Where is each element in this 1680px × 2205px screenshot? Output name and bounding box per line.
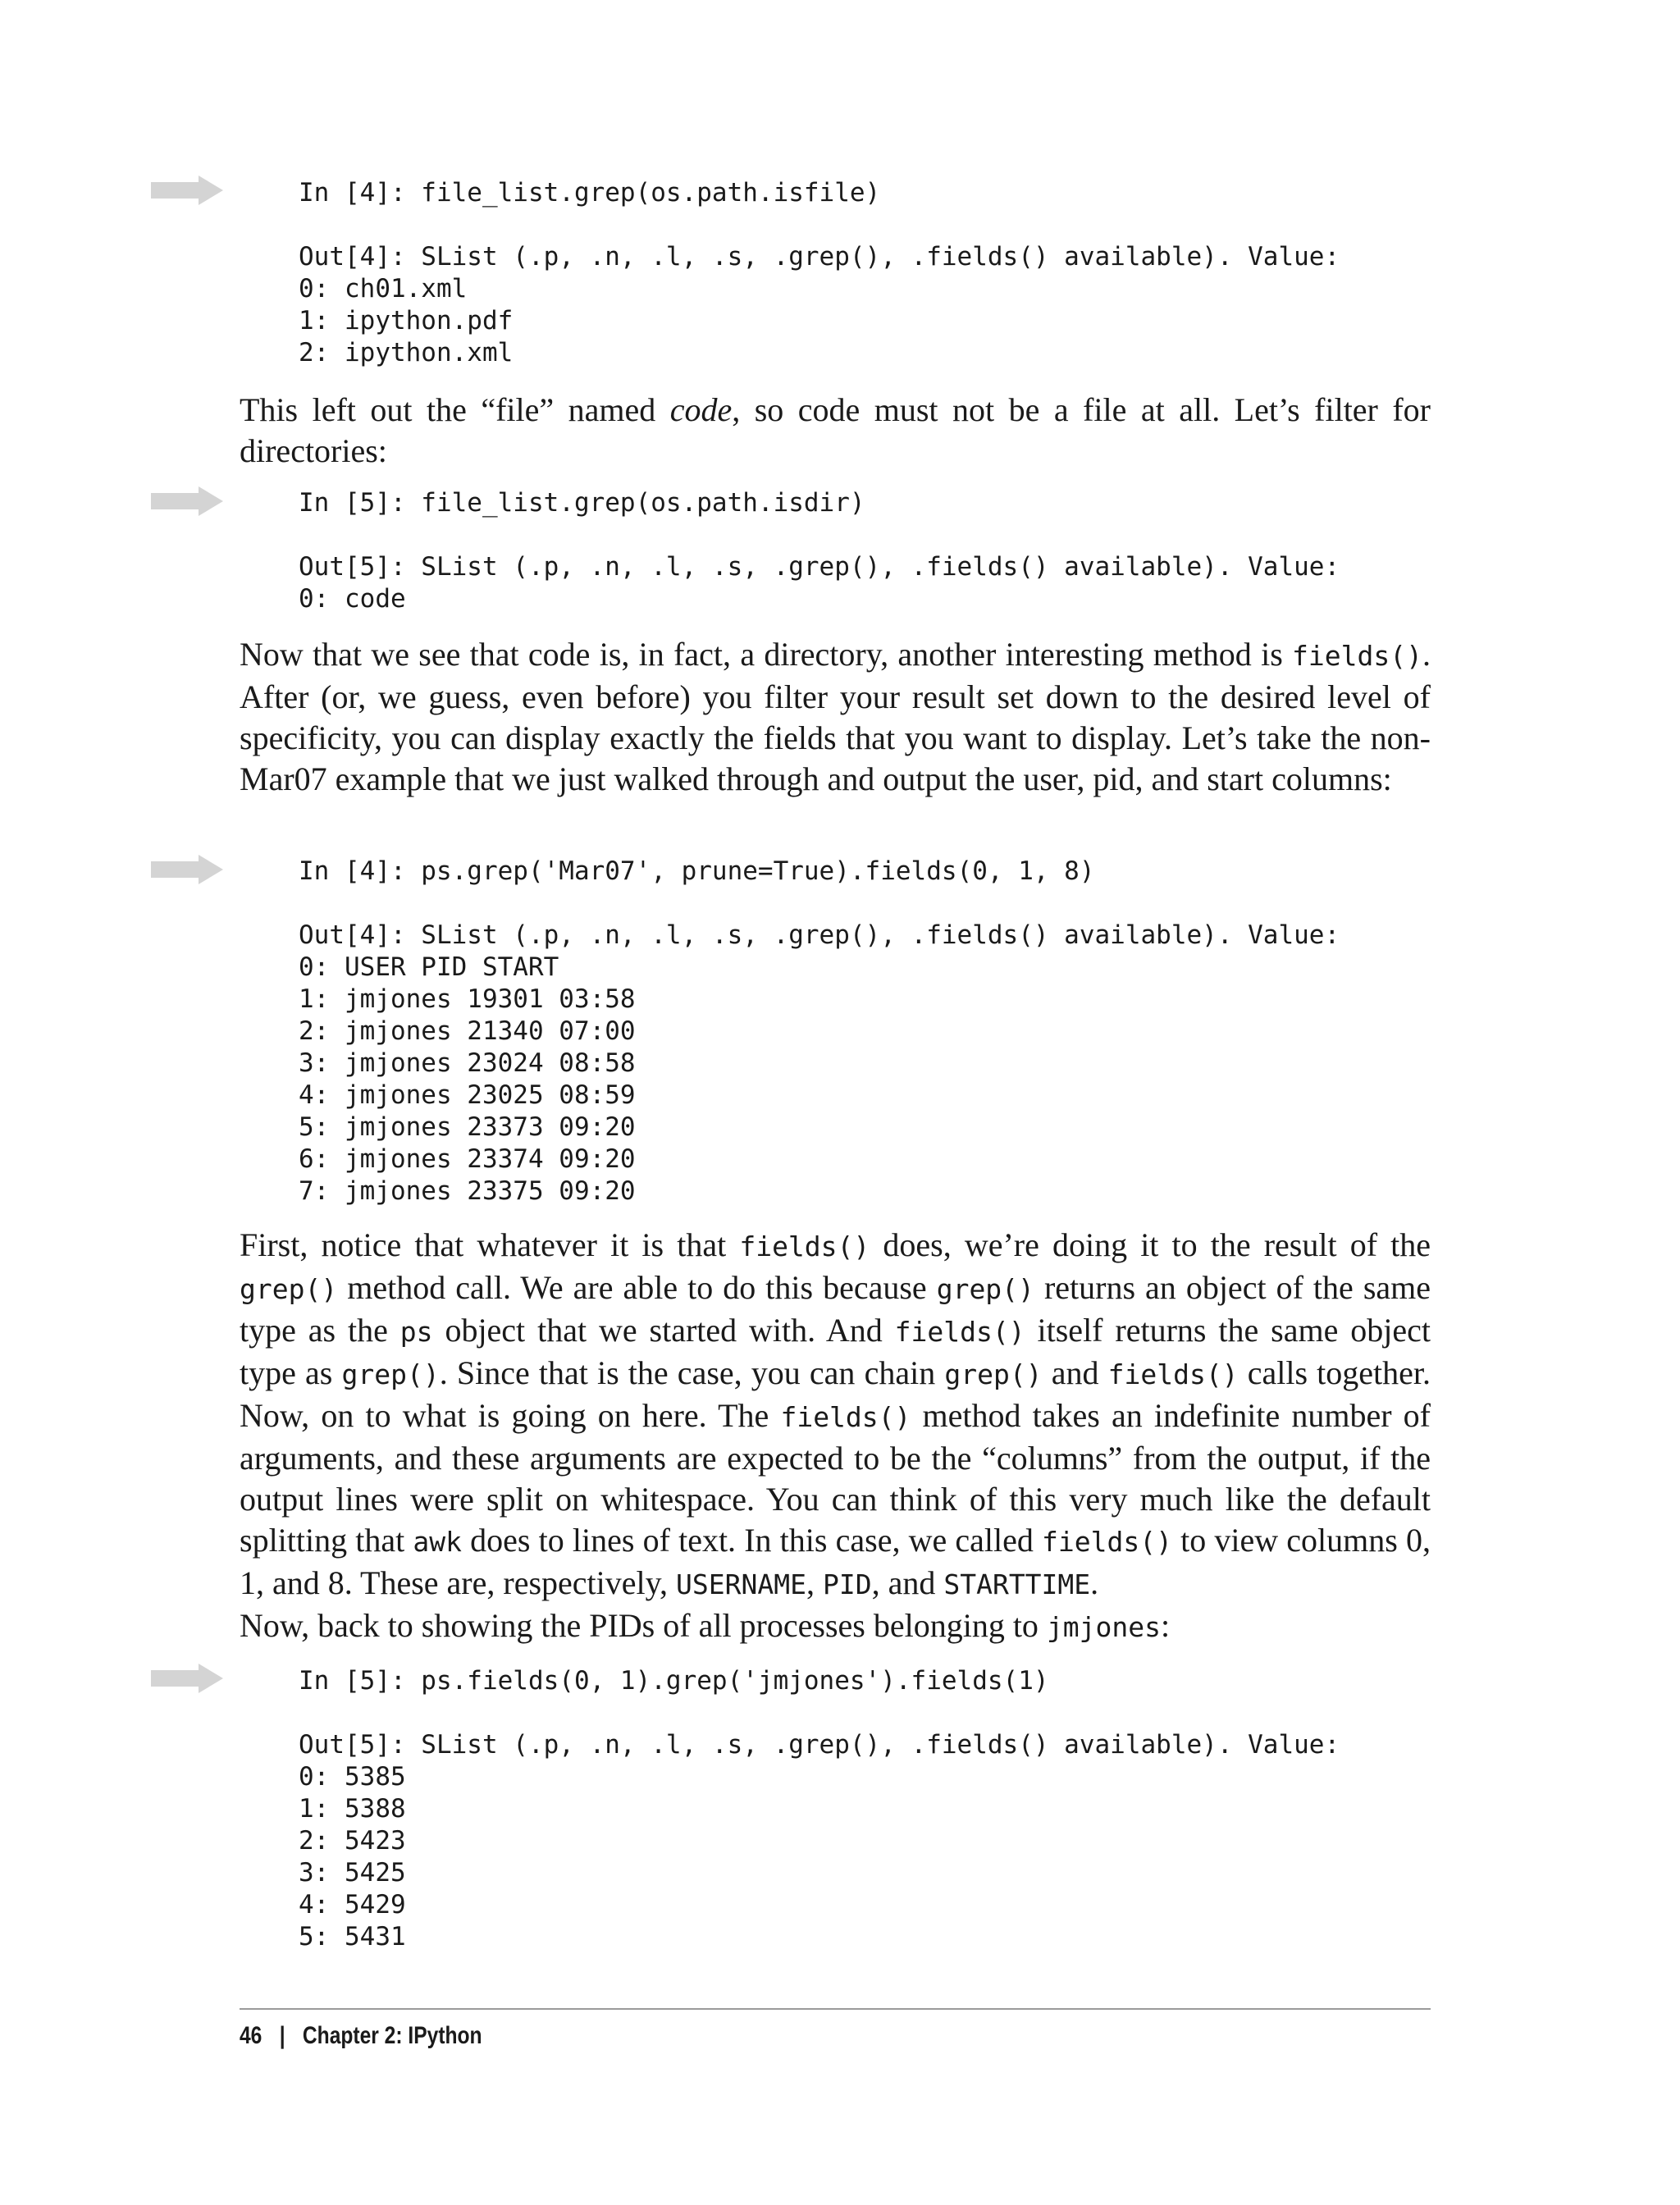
code-line: 0: USER PID START — [299, 952, 559, 982]
code-blank-line — [299, 1697, 1340, 1729]
code-line: 5: jmjones 23373 09:20 — [299, 1112, 636, 1142]
code-block — [299, 1665, 1340, 1953]
text-run: does, we’re doing it to the result of the — [870, 1226, 1431, 1263]
code-blank-line — [299, 888, 1340, 920]
code-line: Out[5]: SList (.p, .n, .l, .s, .grep(), .fields() available). Value: — [299, 1730, 1340, 1760]
footer-rule — [240, 2008, 1431, 2010]
code-line: 4: jmjones 23025 08:59 — [299, 1080, 636, 1110]
margin-arrow-icon — [151, 853, 225, 886]
italic-text: code — [669, 391, 733, 428]
text-run: Now that we see that code is, in fact, a directory, another interesting method is — [240, 636, 1293, 673]
code-block — [299, 487, 1340, 615]
inline-code: awk — [413, 1526, 463, 1558]
code-line: Out[5]: SList (.p, .n, .l, .s, .grep(), .fields() available). Value: — [299, 552, 1340, 582]
inline-code: USERNAME — [676, 1568, 806, 1600]
inline-code: grep() — [944, 1358, 1043, 1390]
text-run: , — [806, 1564, 823, 1601]
code-block — [299, 856, 1340, 1208]
paragraph — [240, 634, 1431, 800]
inline-code: fields() — [1107, 1358, 1239, 1390]
code-line: 0: code — [299, 584, 406, 614]
page-number: 46 — [240, 2022, 262, 2049]
inline-code: fields() — [739, 1230, 870, 1262]
margin-arrow-icon — [151, 485, 225, 518]
code-line: 6: jmjones 23374 09:20 — [299, 1144, 636, 1174]
text-run: . — [1090, 1564, 1099, 1601]
code-blank-line — [299, 519, 1340, 551]
text-run: : — [1161, 1607, 1171, 1644]
text-run: , so code must not be a file at all. Let’s filter for directories: — [240, 391, 1431, 469]
margin-arrow-icon — [151, 1662, 225, 1695]
text-run: calls together. Now, on to what is going on here. The — [240, 1354, 1431, 1434]
inline-code: jmjones — [1046, 1611, 1162, 1643]
text-run: Now, back to showing the PIDs of all processes belonging to — [240, 1607, 1047, 1644]
paragraph — [240, 390, 1431, 472]
inline-code: grep() — [341, 1358, 440, 1390]
inline-code: fields() — [1042, 1526, 1172, 1558]
code-line: 2: ipython.xml — [299, 338, 514, 368]
inline-code: fields() — [1292, 640, 1422, 672]
paragraph — [240, 1225, 1431, 1605]
text-run: . Since that is the case, you can chain — [439, 1354, 945, 1391]
code-line: 2: jmjones 21340 07:00 — [299, 1016, 636, 1046]
code-line: 0: ch01.xml — [299, 274, 468, 304]
chapter-title: Chapter 2: IPython — [302, 2022, 482, 2049]
inline-code: PID — [822, 1568, 872, 1600]
text-run: This left out the “file” named — [240, 391, 670, 428]
text-run: First, notice that whatever it is that — [240, 1226, 740, 1263]
footer-separator: | — [279, 2022, 285, 2049]
code-line: In [4]: ps.grep('Mar07', prune=True).fields(0, 1, 8) — [299, 856, 1095, 886]
code-line: 1: 5388 — [299, 1794, 406, 1824]
text-run: object that we started with. And — [432, 1312, 895, 1349]
text-run: , and — [871, 1564, 944, 1601]
text-run: itself returns the same object type as — [240, 1312, 1431, 1391]
code-line: 4: 5429 — [299, 1890, 406, 1920]
code-line: In [5]: ps.fields(0, 1).grep('jmjones').fields(1) — [299, 1666, 1049, 1696]
code-blank-line — [299, 209, 1340, 241]
text-run: . After (or, we guess, even before) you filter your result set down to the desired level of specificity, you can display exactly the fields that you want to display. Let’s take the non-Mar07 example that we just walked through and output the user, pid, and start columns: — [240, 636, 1431, 797]
code-line: 2: 5423 — [299, 1826, 406, 1856]
text-run: method takes an indefinite number of arguments, and these arguments are expected to be the “columns” from the output, if the output lines were split on whitespace. You can think of this very much like the default splitting that — [240, 1397, 1431, 1559]
code-line: Out[4]: SList (.p, .n, .l, .s, .grep(), .fields() available). Value: — [299, 920, 1340, 950]
code-line: 3: jmjones 23024 08:58 — [299, 1048, 636, 1078]
code-line: 5: 5431 — [299, 1922, 406, 1952]
code-block — [299, 177, 1340, 369]
inline-code: ps — [399, 1316, 433, 1348]
margin-arrow-icon — [151, 174, 225, 207]
code-line: 1: jmjones 19301 03:58 — [299, 984, 636, 1014]
code-line: 0: 5385 — [299, 1762, 406, 1792]
code-line: 3: 5425 — [299, 1858, 406, 1888]
text-run: does to lines of text. In this case, we called — [462, 1522, 1043, 1559]
code-line: 1: ipython.pdf — [299, 306, 514, 336]
code-line: Out[4]: SList (.p, .n, .l, .s, .grep(), .fields() available). Value: — [299, 242, 1340, 272]
page-footer — [240, 2020, 482, 2052]
text-run: to view columns 0, 1, and 8. These are, respectively, — [240, 1522, 1431, 1601]
text-run: returns an object of the same type as the — [240, 1269, 1431, 1349]
text-run: and — [1042, 1354, 1108, 1391]
paragraph — [240, 1605, 1431, 1648]
text-run: method call. We are able to do this because — [337, 1269, 937, 1306]
inline-code: grep() — [936, 1273, 1034, 1305]
inline-code: fields() — [894, 1316, 1025, 1348]
inline-code: STARTTIME — [943, 1568, 1091, 1600]
code-line: 7: jmjones 23375 09:20 — [299, 1176, 636, 1206]
code-line: In [4]: file_list.grep(os.path.isfile) — [299, 178, 881, 208]
inline-code: fields() — [780, 1401, 911, 1433]
inline-code: grep() — [240, 1273, 338, 1305]
code-line: In [5]: file_list.grep(os.path.isdir) — [299, 488, 865, 518]
